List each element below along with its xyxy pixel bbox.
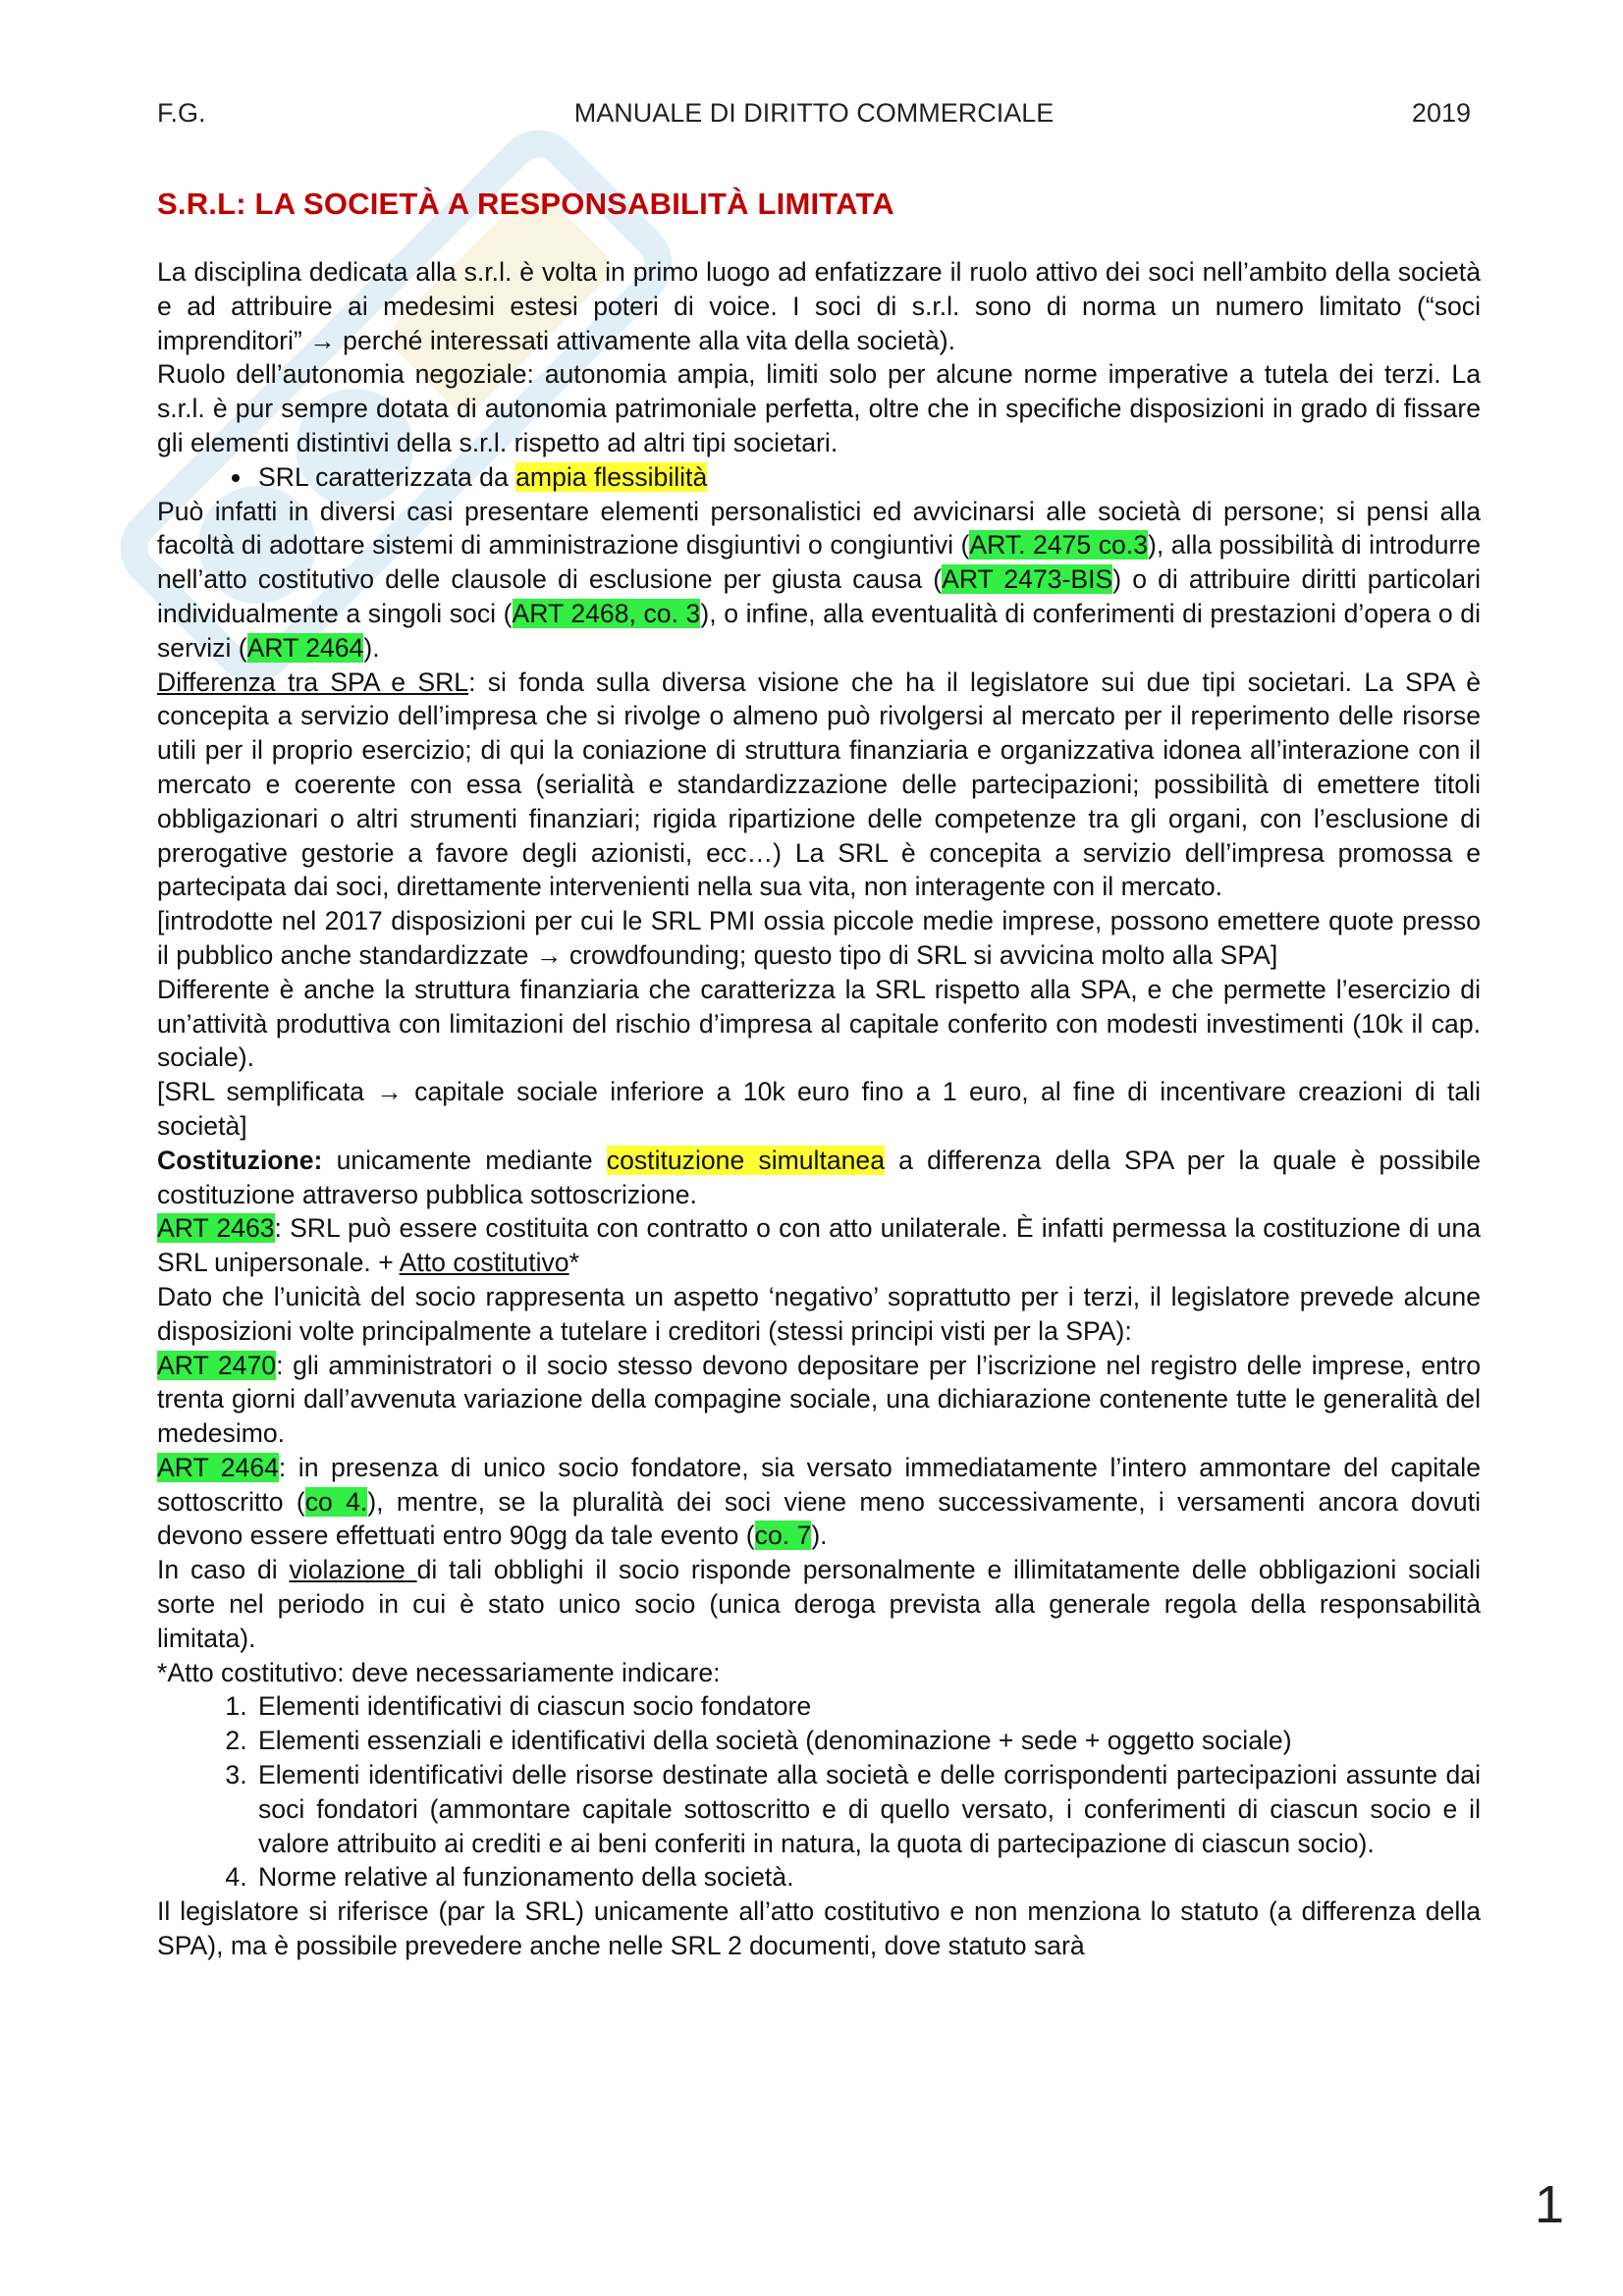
underline-violazione: violazione: [289, 1555, 417, 1585]
paragraph-costituzione: Costituzione: unicamente mediante costituzione simultanea a differenza della SPA per la quale è possibile costituzione attraverso pubblica sottoscrizione.: [157, 1145, 1482, 1209]
paragraph-unicita-socio: Dato che l’unicità del socio rappresenta un aspetto ‘negativo’ soprattutto per i terzi, il legislatore prevede alcune disposizioni volte principalmente a tutelare i creditori (stessi principi visti per la SPA):: [157, 1281, 1481, 1346]
paragraph-autonomia: Ruolo dell’autonomia negoziale: autonomia ampia, limiti solo per alcune norme imperative a tutela dei terzi. La s.r.l. è pur sempre dotata di autonomia patrimoniale perfetta, oltre che in specifiche disposizioni in grado di fissare gli elementi distintivi della s.r.l. rispetto ad altri tipi societari.: [157, 359, 1481, 457]
paragraph-personalistici: Può infatti in diversi casi presentare elementi personalistici ed avvicinarsi alle società di persone; si pensi alla facoltà di adottare sistemi di amministrazione disgiuntivi o congiuntivi (ART. 2475 co.3), alla possibilità di introdurre nell’atto costitutivo delle clausole di esclusione per giusta causa (ART 2473-BIS) o di attribuire diritti particolari individualmente a singoli soci (ART 2468, co. 3), o infine, alla eventualità di conferimenti di prestazioni d’opera o di servizi (ART 2464).: [157, 496, 1482, 663]
list-item: 2. Elementi essenziali e identificativi della società (denominazione + sede + oggetto sociale): [254, 1724, 1481, 1758]
bold-costituzione: Costituzione:: [157, 1145, 323, 1175]
paragraph-violazione: In caso di violazione di tali obblighi il socio risponde personalmente e illimitatamente delle obbligazioni sociali sorte nel periodo in cui è stato unico socio (unica deroga prevista alla generale regola della responsabilità limitata).: [157, 1555, 1481, 1653]
underline-atto-costitutivo: Atto costitutivo: [399, 1248, 569, 1278]
header-initials: F.G.: [157, 98, 206, 128]
numbered-list: [157, 1689, 1481, 1895]
list-item: 3. Elementi identificativi delle risorse destinate alla società e delle corrispondenti partecipazioni assunte dai soci fondatori (ammontare capitale sottoscritto e di quello versato, i conferimenti di ciascun socio e il valore attribuito ai crediti e ai beni conferiti in natura, la quota di partecipazione di ciascun socio).: [254, 1758, 1481, 1860]
ref-art-2470: ART 2470: [157, 1350, 277, 1380]
section-title: S.R.L: LA SOCIETÀ A RESPONSABILITÀ LIMITATA: [157, 187, 894, 221]
underline-differenza: Differenza tra SPA e SRL: [157, 667, 469, 697]
list-item: 4. Norme relative al funzionamento della società.: [254, 1860, 1481, 1895]
bullet-item: • SRL caratterizzata da ampia flessibilità: [254, 460, 1481, 495]
ref-art-2473-bis: ART 2473-BIS: [942, 564, 1113, 595]
list-item: 1. Elementi identificativi di ciascun socio fondatore: [254, 1689, 1481, 1724]
bullet-list: [157, 460, 1481, 495]
paragraph-pmi: [introdotte nel 2017 disposizioni per cui le SRL PMI ossia piccole medie imprese, possono emettere quote presso il pubblico anche standardizzate → crowdfounding; questo tipo di SRL si avvicina molto alla SPA]: [157, 906, 1481, 970]
ref-art-2468: ART 2468, co. 3: [512, 598, 701, 628]
paragraph-differenza: Differenza tra SPA e SRL: si fonda sulla diversa visione che ha il legislatore sui due tipi societari. La SPA è concepita a servizio dell’impresa che si rivolge o almeno può rivolgersi al mercato per il reperimento delle risorse utili per il proprio esercizio; di qui la coniazione di struttura finanziaria e organizzativa idonea all’interazione con il mercato e coerente con essa (serialità e standardizzazione delle partecipazioni; possibilità di emettere titoli obbligazionari o altri strumenti finanziari; rigida ripartizione delle competenze tra gli organi, con l’esclusione di prerogative gestorie a favore degli azionisti, ecc…) La SRL è concepita a servizio dell’impresa promossa e partecipata dai soci, direttamente intervenienti nella sua vita, non interagente con il mercato.: [157, 667, 1481, 902]
paragraph-intro: La disciplina dedicata alla s.r.l. è volta in primo luogo ad enfatizzare il ruolo attivo dei soci nell’ambito della società e ad attribuire ai medesimi estesi poteri di voice. I soci di s.r.l. sono di norma un numero limitato (“soci imprenditori” → perché interessati attivamente alla vita della società).: [157, 257, 1481, 355]
header-year: 2019: [1411, 98, 1471, 128]
ref-art-2464: ART 2464: [246, 632, 364, 663]
ref-art-2464-b: ART 2464: [157, 1452, 279, 1482]
paragraph-struttura-finanziaria: Differente è anche la struttura finanziaria che caratterizza la SRL rispetto alla SPA, e che permette l’esercizio di un’attività produttiva con limitazioni del rischio d’impresa al capitale conferito con modesti investimenti (10k il cap. sociale).: [157, 974, 1481, 1073]
document-body: [157, 187, 1481, 1963]
paragraph-statuto: Il legislatore si riferisce (par la SRL) unicamente all’atto costitutivo e non menziona lo statuto (a differenza della SPA), ma è possibile prevedere anche nelle SRL 2 documenti, dove statuto sarà: [157, 1896, 1481, 1961]
paragraph-art-2464: ART 2464: in presenza di unico socio fondatore, sia versato immediatamente l’intero ammontare del capitale sottoscritto (co 4.), mentre, se la pluralità dei soci viene meno successivamente, i versamenti ancora dovuti devono essere effettuati entro 90gg da tale evento (co. 7).: [157, 1452, 1482, 1551]
ref-co-7: co. 7: [754, 1521, 812, 1551]
page-number: 1: [1534, 2175, 1564, 2234]
paragraph-art-2470: ART 2470: gli amministratori o il socio stesso devono depositare per l’iscrizione nel registro delle imprese, entro trenta giorni dall’avvenuta variazione della compagine sociale, una dichiarazione contenente tutte le generalità del medesimo.: [157, 1350, 1482, 1449]
highlight-costituzione-simultanea: costituzione simultanea: [606, 1145, 886, 1175]
ref-co-4: co 4.: [304, 1486, 368, 1517]
page-header: [157, 98, 1471, 137]
header-title: MANUALE DI DIRITTO COMMERCIALE: [573, 98, 1055, 128]
paragraph-art-2463: ART 2463: SRL può essere costituita con contratto o con atto unilaterale. È infatti permessa la costituzione di una SRL unipersonale. + Atto costitutivo*: [157, 1213, 1481, 1278]
paragraph-srl-semplificata: [SRL semplificata → capitale sociale inferiore a 10k euro fino a 1 euro, al fine di incentivare creazioni di tali società]: [157, 1077, 1481, 1141]
highlight-flessibilita: ampia flessibilità: [515, 461, 708, 492]
ref-art-2463: ART 2463: [157, 1213, 275, 1244]
paragraph-atto-costitutivo: *Atto costitutivo: deve necessariamente indicare:: [157, 1657, 721, 1687]
ref-art-2475: ART. 2475 co.3: [969, 530, 1148, 561]
